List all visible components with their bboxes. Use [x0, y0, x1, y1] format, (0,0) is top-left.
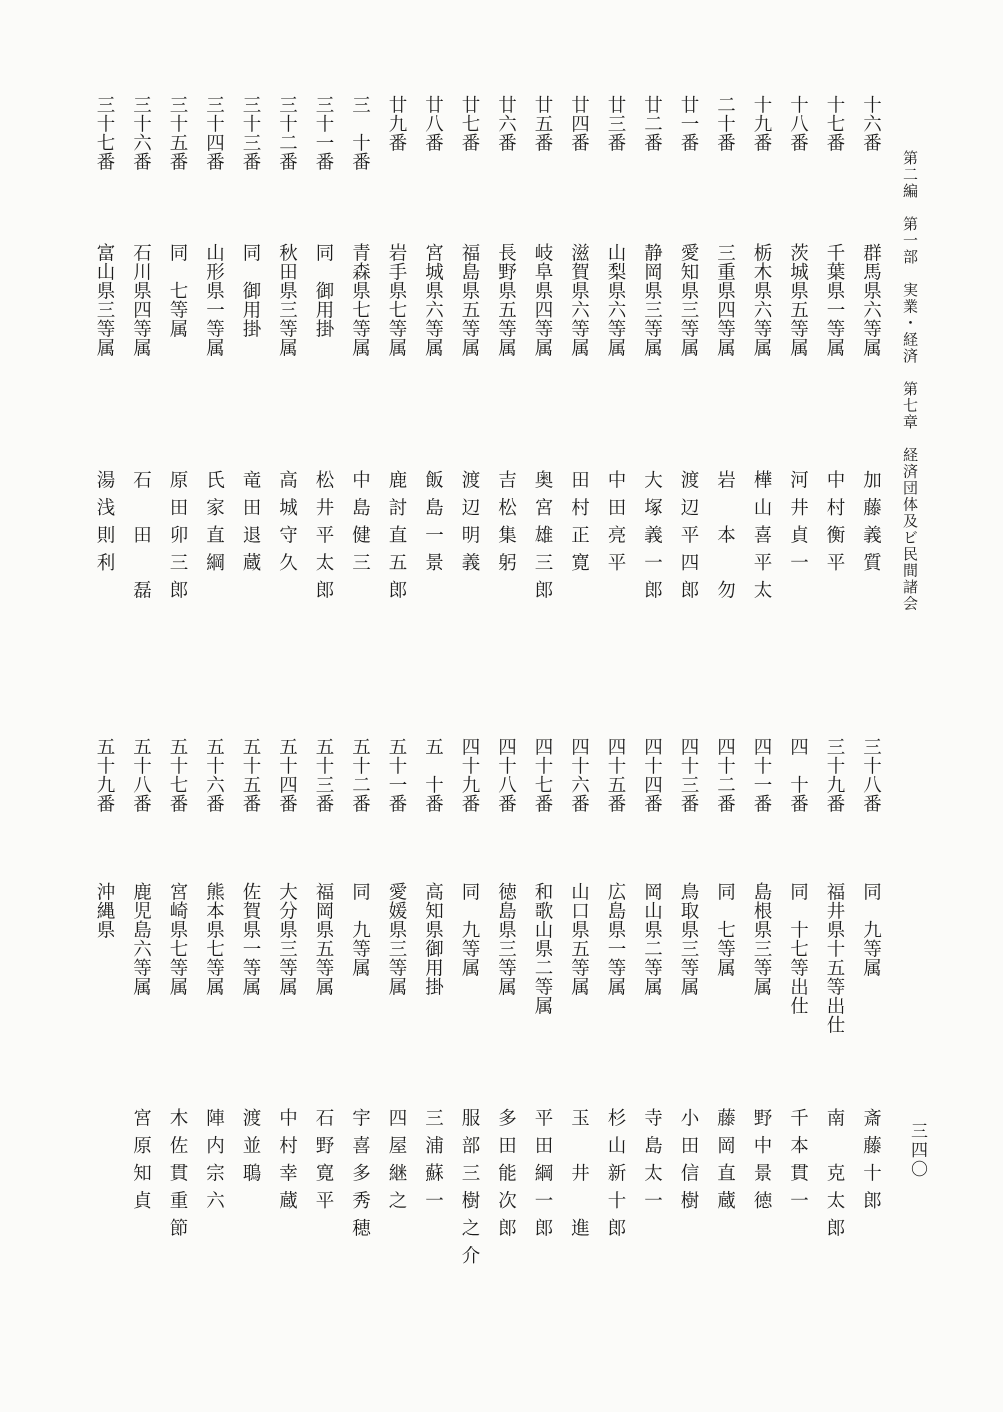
entry-office: 鳥取県三等属	[678, 882, 699, 996]
entry-name: 小田信樹	[678, 1108, 699, 1218]
entry-number: 四十二番	[714, 737, 736, 813]
entry-name: 岩 本 勿	[714, 470, 736, 608]
entry-number: 三十六番	[130, 95, 152, 171]
entry-name: 渡辺明義	[459, 470, 480, 580]
entry-name: 吉松集躬	[495, 470, 517, 580]
entry-name: 石野寛平	[313, 1108, 334, 1218]
entry-number: 三十四番	[203, 95, 225, 171]
entry-office: 岐阜県四等属	[532, 243, 553, 357]
entry-office: 福井県十五等出仕	[824, 882, 845, 1034]
member-row	[564, 0, 594, 1412]
entry-office: 同 九等属	[349, 882, 371, 977]
entry-name: 千本貫一	[787, 1108, 809, 1218]
entry-office: 秋田県三等属	[276, 243, 298, 357]
entry-number: 五十六番	[203, 737, 225, 813]
entry-name: 大塚義一郎	[641, 470, 663, 608]
entry-name: 寺島太一	[641, 1108, 663, 1218]
member-row	[418, 0, 448, 1412]
entry-name: 松井平太郎	[313, 470, 334, 608]
entry-name: 多田能次郎	[495, 1108, 517, 1246]
entry-name: 中島健三	[349, 470, 371, 580]
entry-name: 竜田退蔵	[240, 470, 261, 580]
entry-office: 徳島県三等属	[495, 882, 517, 996]
member-row	[126, 0, 156, 1412]
entry-name: 氏家直綱	[203, 470, 225, 580]
entry-number: 三十一番	[313, 95, 334, 171]
entry-name: 四屋継之	[386, 1108, 407, 1218]
member-row	[674, 0, 704, 1412]
entry-office: 同 十七等出仕	[787, 882, 809, 1015]
member-row	[272, 0, 302, 1412]
entry-number: 十八番	[787, 95, 809, 152]
entry-name: 宮原知貞	[130, 1108, 152, 1218]
entry-number: 三十八番	[860, 737, 882, 813]
entry-name: 三浦蘇一	[422, 1108, 444, 1218]
entry-office: 岩手県七等属	[386, 243, 407, 357]
entry-number: 十六番	[860, 95, 882, 152]
entry-office: 和歌山県二等属	[532, 882, 553, 1015]
entry-number: 廿九番	[386, 95, 407, 152]
entry-name: 奥宮雄三郎	[532, 470, 553, 608]
entry-number: 五十八番	[130, 737, 152, 813]
entry-office: 同 御用掛	[240, 243, 261, 338]
entry-name: 中田亮平	[605, 470, 626, 580]
member-row	[382, 0, 412, 1412]
member-row	[783, 0, 813, 1412]
entry-office: 滋賀県六等属	[568, 243, 590, 357]
entry-name: 藤岡直蔵	[714, 1108, 736, 1218]
member-row	[199, 0, 229, 1412]
entry-office: 愛知県三等属	[678, 243, 699, 357]
entry-office: 岡山県二等属	[641, 882, 663, 996]
entry-number: 廿三番	[605, 95, 626, 152]
member-row	[455, 0, 485, 1412]
entry-name: 田村正寛	[568, 470, 590, 580]
entry-number: 五十四番	[276, 737, 298, 813]
entry-office: 宮崎県七等属	[167, 882, 188, 996]
member-row	[491, 0, 521, 1412]
member-row	[856, 0, 886, 1412]
member-row	[747, 0, 777, 1412]
entry-name: 高城守久	[276, 470, 298, 580]
entry-office: 同 七等属	[167, 243, 188, 338]
member-row	[309, 0, 339, 1412]
page-header-title: 第二編 第一部 実業・経済 第七章 経済団体及ビ民間諸会	[901, 150, 919, 612]
entry-name: 宇喜多秀穂	[349, 1108, 371, 1246]
entry-name: 飯島一景	[422, 470, 444, 580]
entry-number: 三十二番	[276, 95, 298, 171]
entry-office: 宮城県六等属	[422, 243, 444, 357]
entry-office: 青森県七等属	[349, 243, 371, 357]
entry-name: 杉山新十郎	[605, 1108, 626, 1246]
entry-number: 三十三番	[240, 95, 261, 171]
entry-number: 廿八番	[422, 95, 444, 152]
entry-number: 四十五番	[605, 737, 626, 813]
entry-office: 鹿児島六等属	[130, 882, 152, 996]
entry-name: 南 克太郎	[824, 1108, 845, 1246]
entry-number: 五十五番	[240, 737, 261, 813]
entry-number: 廿一番	[678, 95, 699, 152]
entry-name: 原田卯三郎	[167, 470, 188, 608]
entry-office: 大分県三等属	[276, 882, 298, 996]
entry-number: 四十一番	[751, 737, 772, 813]
entry-office: 福岡県五等属	[313, 882, 334, 996]
entry-number: 三十五番	[167, 95, 188, 171]
entry-name: 中村幸蔵	[276, 1108, 298, 1218]
entry-name: 渡辺平四郎	[678, 470, 699, 608]
member-row	[528, 0, 558, 1412]
entry-number: 三十七番	[94, 95, 115, 171]
entry-number: 四十九番	[459, 737, 480, 813]
entry-office: 同 御用掛	[313, 243, 334, 338]
entry-office: 同 九等属	[459, 882, 480, 977]
entry-number: 三十九番	[824, 737, 845, 813]
entry-number: 四十八番	[495, 737, 517, 813]
entry-name: 玉 井 進	[568, 1108, 590, 1246]
entry-office: 福島県五等属	[459, 243, 480, 357]
entry-name: 加藤義質	[860, 470, 882, 580]
entry-office: 富山県三等属	[94, 243, 115, 357]
entry-name: 渡並鵈	[240, 1108, 261, 1191]
entry-office: 山口県五等属	[568, 882, 590, 996]
entry-name: 中村衡平	[824, 470, 845, 580]
entry-number: 廿七番	[459, 95, 480, 152]
entry-number: 五十三番	[313, 737, 334, 813]
member-row	[90, 0, 120, 1412]
entry-office: 佐賀県一等属	[240, 882, 261, 996]
entry-number: 廿二番	[641, 95, 663, 152]
member-row	[236, 0, 266, 1412]
entry-number: 廿四番	[568, 95, 590, 152]
entry-number: 廿六番	[495, 95, 517, 152]
entry-number: 五十七番	[167, 737, 188, 813]
entry-number: 二十番	[714, 95, 736, 152]
entry-name: 平田綱一郎	[532, 1108, 553, 1246]
entry-name: 服部三樹之介	[459, 1108, 480, 1273]
entry-office: 三重県四等属	[714, 243, 736, 357]
entry-number: 四十三番	[678, 737, 699, 813]
entry-office: 群馬県六等属	[860, 243, 882, 357]
entry-number: 四十四番	[641, 737, 663, 813]
entry-office: 同 九等属	[860, 882, 882, 977]
entry-office: 愛媛県三等属	[386, 882, 407, 996]
entry-office: 千葉県一等属	[824, 243, 845, 357]
entry-number: 四十七番	[532, 737, 553, 813]
member-row	[820, 0, 850, 1412]
entry-name: 湯浅則利	[94, 470, 115, 580]
entry-name: 河井貞一	[787, 470, 809, 580]
entry-office: 山梨県六等属	[605, 243, 626, 357]
entry-number: 十九番	[751, 95, 772, 152]
entry-office: 茨城県五等属	[787, 243, 809, 357]
entry-name: 陣内宗六	[203, 1108, 225, 1218]
entry-office: 石川県四等属	[130, 243, 152, 357]
entry-number: 五十一番	[386, 737, 407, 813]
entry-number: 五十九番	[94, 737, 115, 813]
entry-name: 木佐貫重節	[167, 1108, 188, 1246]
member-row	[345, 0, 375, 1412]
entry-office: 長野県五等属	[495, 243, 517, 357]
entry-office: 山形県一等属	[203, 243, 225, 357]
member-row	[601, 0, 631, 1412]
entry-office: 栃木県六等属	[751, 243, 772, 357]
page-number: 三四〇	[907, 1122, 927, 1179]
entry-office: 熊本県七等属	[203, 882, 225, 996]
entry-number: 廿五番	[532, 95, 553, 152]
entry-office: 沖縄県	[94, 882, 115, 939]
entry-name: 鹿討直五郎	[386, 470, 407, 608]
entry-number: 五十二番	[349, 737, 371, 813]
entry-office: 広島県一等属	[605, 882, 626, 996]
entry-number: 三 十番	[349, 95, 371, 171]
entry-office: 静岡県三等属	[641, 243, 663, 357]
entry-number: 四十六番	[568, 737, 590, 813]
entry-number: 四 十番	[787, 737, 809, 813]
entry-name: 石 田 磊	[130, 470, 152, 608]
entry-name: 斎藤十郎	[860, 1108, 882, 1218]
member-row	[637, 0, 667, 1412]
entry-name: 野中景徳	[751, 1108, 772, 1218]
entry-name: 樺山喜平太	[751, 470, 772, 608]
entry-office: 島根県三等属	[751, 882, 772, 996]
member-row	[163, 0, 193, 1412]
entry-number: 五 十番	[422, 737, 444, 813]
entry-office: 高知県御用掛	[422, 882, 444, 996]
entry-office: 同 七等属	[714, 882, 736, 977]
member-row	[710, 0, 740, 1412]
entry-number: 十七番	[824, 95, 845, 152]
